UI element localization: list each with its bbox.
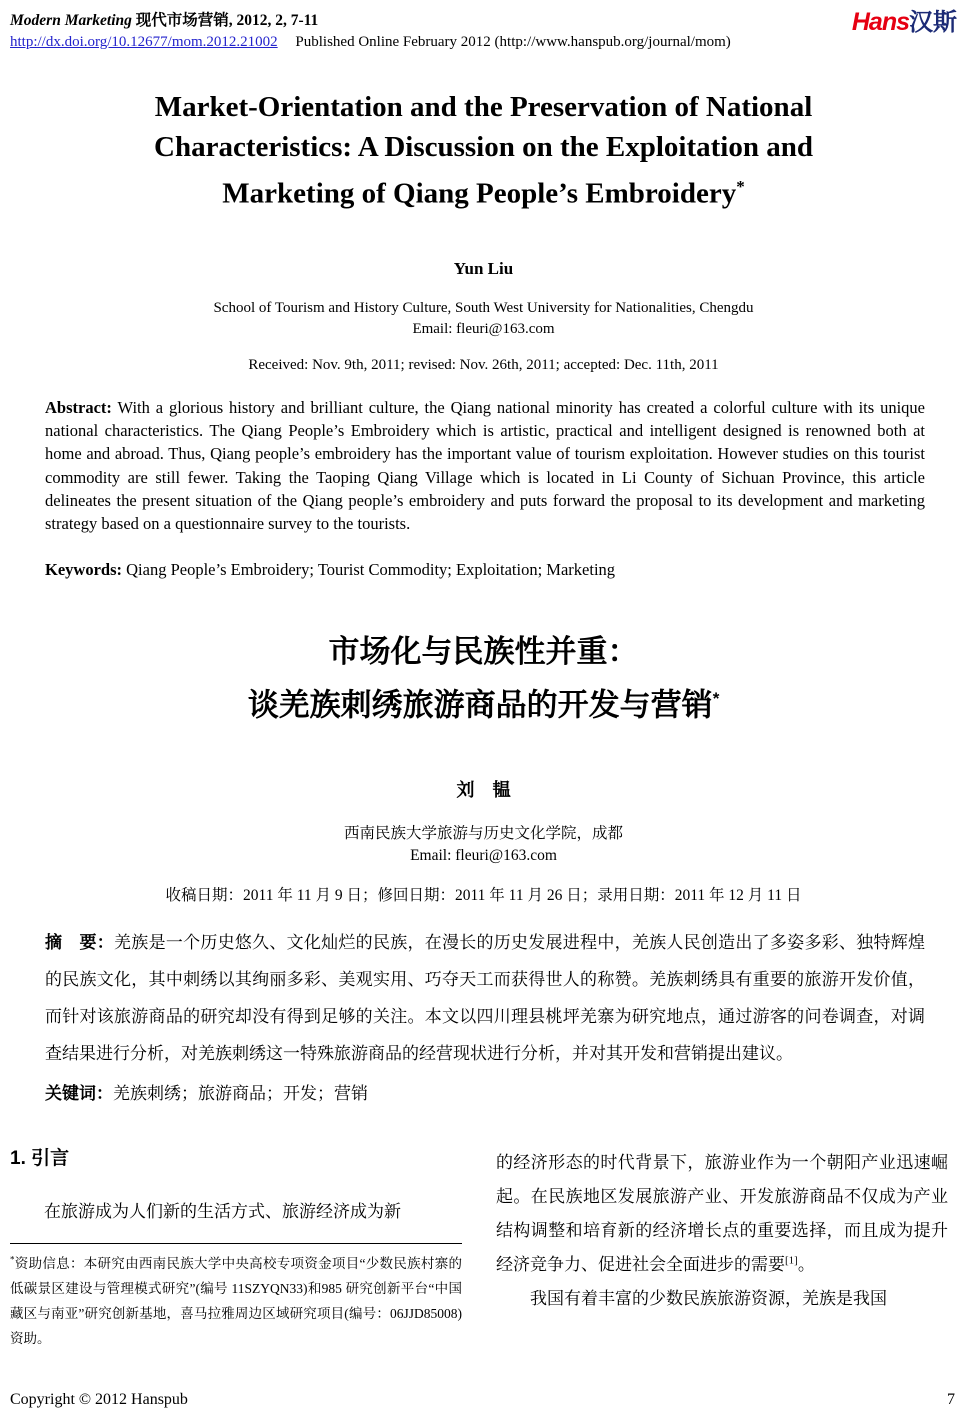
author-email-en: Email: fleuri@163.com (412, 320, 555, 337)
received-dates-cn: 收稿日期：2011 年 11 月 9 日；修回日期：2011 年 11 月 26 日；录用日期：2011 年 12 月 11 日 (165, 886, 802, 904)
two-column-body (10, 1146, 957, 1351)
published-online-text: Published Online February 2012 (http://www.hanspub.org/journal/mom) (295, 34, 731, 50)
article-title-cn (10, 628, 957, 728)
affiliation-cn (10, 823, 957, 867)
author-name-cn: 刘 韫 (456, 779, 511, 800)
page-number: 7 (947, 1391, 955, 1408)
abstract-cn-text: 羌族是一个历史悠久、文化灿烂的民族，在漫长的历史发展进程中，羌族人民创造出了多姿多彩、独特辉煌的民族文化，其中刺绣以其绚丽多彩、美观实用、巧夺天工而获得世人的称赞。羌族刺绣具有重要的旅游开发价值，而针对该旅游商品的研究却没有得到足够的关注。本文以四川理县桃坪羌寨为研究地点，通过游客的问卷调查，对调查结果进行分析，对羌族刺绣这一特殊旅游商品的经营现状进行分析，并对其开发和营销提出建议。 (45, 932, 926, 1063)
keywords-en (45, 560, 925, 580)
abstract-en-label: Abstract: (45, 397, 112, 417)
journal-info (10, 8, 731, 51)
section-1-heading: 1. 引言 (10, 1147, 70, 1169)
funding-footnote (10, 1243, 462, 1351)
hans-logo-cjk: 汉斯 (909, 9, 957, 36)
abstract-cn (45, 924, 925, 1072)
intro-paragraph-right-2: 我国有着丰富的少数民族旅游资源，羌族是我国 (530, 1288, 887, 1308)
title-cn-line-2: 谈羌族刺绣旅游商品的开发与营销 (247, 687, 713, 723)
copyright-text: Copyright © 2012 Hanspub (10, 1391, 188, 1408)
hans-publisher-logo (852, 10, 957, 35)
left-column (10, 1146, 462, 1351)
abstract-en (45, 396, 925, 536)
journal-name: Modern Marketing (10, 12, 132, 29)
journal-title-line (10, 8, 731, 30)
title-cn-footnote-mark: * (712, 689, 720, 709)
keywords-cn (45, 1079, 925, 1104)
article-title-en (30, 87, 937, 214)
affiliation-en-text: School of Tourism and History Culture, South West University for Nationalities, Chengdu (213, 299, 754, 316)
intro-paragraph-right-1 (496, 1146, 948, 1282)
funding-footnote-text: 资助信息：本研究由西南民族大学中央高校专项资金项目“少数民族村寨的低碳景区建设与管理模式研究”(编号 11SZYQN33)和985 研究创新平台“中国藏区与南亚”研究创新基地，喜马拉雅周边区域研究项目(编号：06JJD85008)资助。 (10, 1255, 462, 1346)
author-email-cn: Email: fleuri@163.com (410, 846, 557, 864)
citation-ref-1: [1] (785, 1254, 798, 1267)
hans-logo-latin: Hans (851, 8, 909, 36)
affiliation-en (10, 298, 957, 340)
title-en-line-1: Market-Orientation and the Preservation of National (154, 91, 813, 123)
abstract-cn-label: 摘 要： (45, 932, 115, 952)
title-en-line-3: Marketing of Qiang People’s Embroidery (222, 177, 737, 210)
received-dates-en: Received: Nov. 9th, 2011; revised: Nov. 26th, 2011; accepted: Dec. 11th, 2011 (248, 356, 719, 373)
abstract-en-text: With a glorious history and brilliant culture, the Qiang national minority has created a colorful culture with its unique national characteristics. The Qiang People’s Embroidery which is artistic, practical and intelligent designed is renowned both at home and abroad. Thus, Qiang people’s embroidery has the important value of tourism exploitation. However studies on this tourist commodity are still fewer. Taking the Taoping Qiang Village which is located in Li County of Sichuan Province, this article delineates the present situation of the Qiang people’s embroidery and puts forward the proposal to its development and marketing strategy based on a questionnaire survey to the tourists. (45, 397, 925, 534)
affiliation-cn-text: 西南民族大学旅游与历史文化学院，成都 (343, 824, 623, 842)
funding-footnote-mark: * (10, 1254, 15, 1265)
title-en-footnote-mark: * (736, 177, 745, 196)
keywords-cn-text: 羌族刺绣；旅游商品；开发；营销 (113, 1083, 368, 1103)
doi-line (10, 34, 731, 51)
keywords-en-text: Qiang People’s Embroidery; Tourist Commodity; Exploitation; Marketing (126, 560, 616, 580)
title-cn-line-1: 市场化与民族性并重： (328, 634, 639, 670)
intro-right-1-period: 。 (797, 1254, 815, 1274)
keywords-en-label: Keywords: (45, 560, 122, 580)
author-name-en: Yun Liu (453, 258, 514, 278)
journal-issue: 现代市场营销, 2012, 2, 7-11 (135, 12, 319, 29)
intro-paragraph-left: 在旅游成为人们新的生活方式、旅游经济成为新 (44, 1201, 401, 1221)
intro-right-1-text: 的经济形态的时代背景下，旅游业作为一个朝阳产业迅速崛起。在民族地区发展旅游产业、开发旅游商品不仅成为产业结构调整和培育新的经济增长点的重要选择，而且成为提升经济竞争力、促进社会全面进步的需要 (496, 1152, 948, 1274)
doi-link[interactable]: http://dx.doi.org/10.12677/mom.2012.21002 (10, 34, 278, 50)
page-footer (10, 1391, 955, 1409)
right-column (496, 1146, 948, 1351)
title-en-line-2: Characteristics: A Discussion on the Exploitation and (154, 131, 813, 163)
journal-header (10, 8, 957, 51)
keywords-cn-label: 关键词： (45, 1083, 113, 1103)
